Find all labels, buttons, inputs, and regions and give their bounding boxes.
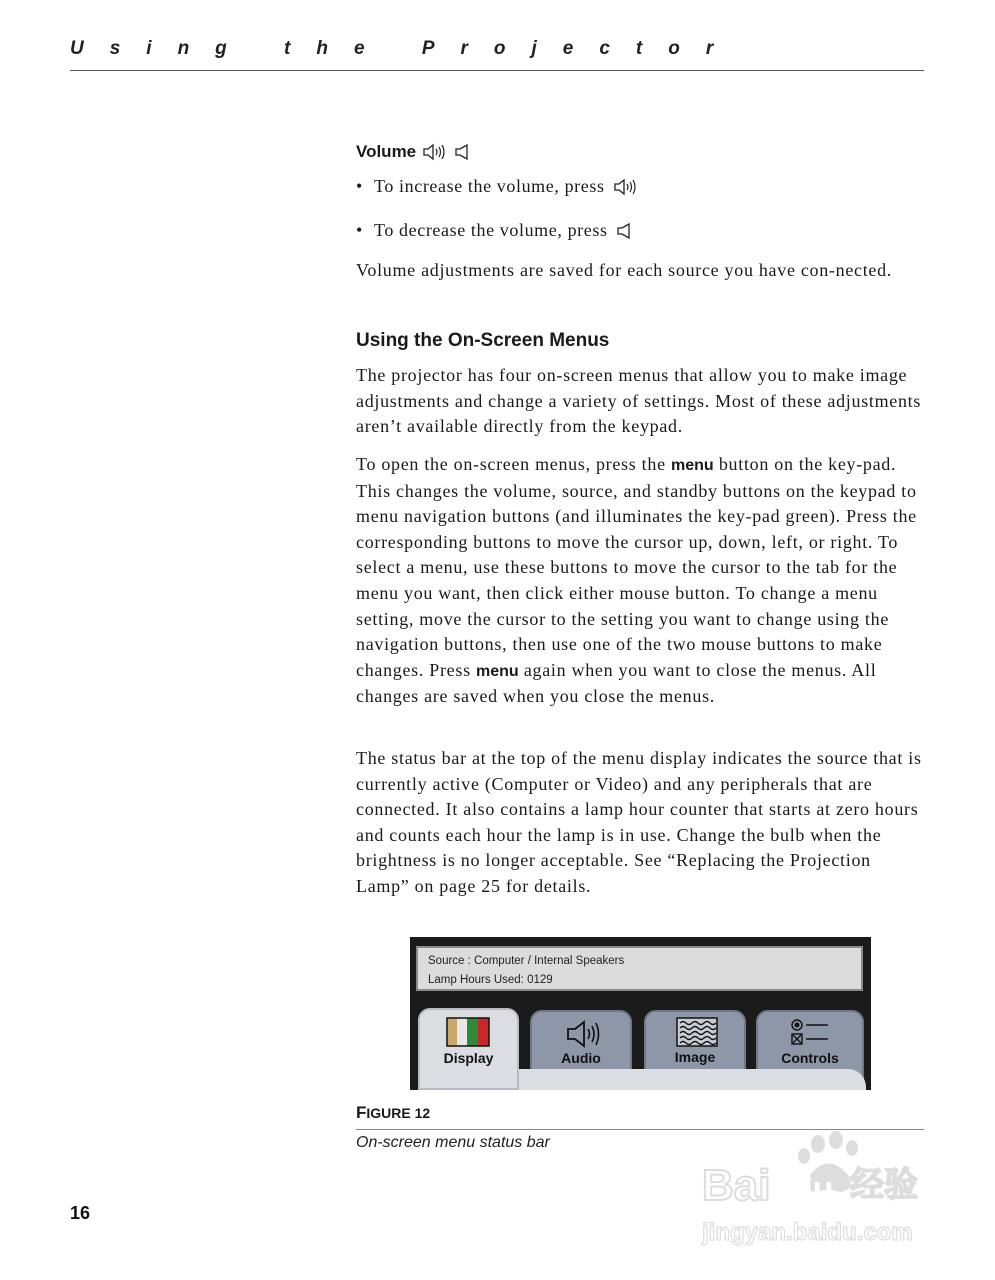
bullet-increase-text: To increase the volume, press bbox=[374, 176, 605, 196]
svg-text:Bai: Bai bbox=[702, 1161, 771, 1210]
figure-number-rest: IGURE 12 bbox=[366, 1105, 431, 1121]
menus-paragraph-2 bbox=[356, 452, 926, 710]
speaker-icon bbox=[565, 1019, 603, 1049]
volume-down-icon bbox=[454, 142, 472, 162]
status-lamp-hours: Lamp Hours Used: 0129 bbox=[428, 974, 553, 986]
bullet-increase bbox=[356, 176, 926, 197]
status-source: Source : Computer / Internal Speakers bbox=[428, 955, 625, 967]
page-number: 16 bbox=[70, 1203, 91, 1223]
volume-note: Volume adjustments are saved for each source you have con-nected. bbox=[356, 260, 892, 280]
bullet-decrease bbox=[356, 220, 926, 241]
running-header: Using the Projector bbox=[70, 38, 740, 59]
para2-text-c: again when you want to close the menus. All changes are saved when you close the menus. bbox=[356, 659, 877, 707]
menu-figure bbox=[410, 937, 871, 1090]
para2-text-b: button on the key-pad. This changes the volume, source, and standby buttons on the keypad to menu navigation buttons (and illuminates the key-pad green). Press the corresponding buttons to move the cursor up, down, left, or right. To select a menu, use these buttons to move the cursor to the tab for the menu you want, then click either mouse button. To change a menu setting, move the cursor to the setting you want to change using the navigation buttons, then use one of the two mouse buttons to make changes. Press bbox=[356, 454, 917, 680]
tab-display-label: Display bbox=[443, 1050, 494, 1066]
figure-number-initial: F bbox=[356, 1103, 367, 1122]
tab-display[interactable] bbox=[418, 1008, 519, 1090]
volume-up-icon bbox=[422, 142, 448, 162]
controls-icon bbox=[790, 1017, 832, 1047]
figure-number bbox=[356, 1103, 926, 1123]
baidu-watermark-logo bbox=[700, 1130, 950, 1250]
bullet-dot-icon: • bbox=[356, 220, 363, 240]
image-pattern-icon bbox=[676, 1017, 718, 1047]
volume-up-icon bbox=[613, 177, 639, 197]
menu-keyword: menu bbox=[670, 457, 714, 474]
tab-controls-label: Controls bbox=[781, 1050, 839, 1066]
menus-paragraph-3: The status bar at the top of the menu display indicates the source that is currently active (Computer or Video) and any peripherals that are connected. It also contains a lamp hour counter that starts at zero hours and counts each hour the lamp is in use. Change the bulb when the brightness is no longer acceptable. See “Replacing the Projection Lamp” on page 25 for details. bbox=[356, 748, 922, 896]
menus-heading: Using the On-Screen Menus bbox=[356, 330, 610, 351]
header-rule bbox=[70, 70, 924, 71]
bullet-dot-icon: • bbox=[356, 176, 363, 196]
menu-keyword: menu bbox=[475, 662, 519, 680]
volume-heading bbox=[356, 142, 926, 162]
svg-text:经验: 经验 bbox=[850, 1165, 918, 1205]
color-bars-icon bbox=[446, 1017, 490, 1047]
volume-heading-text: Volume bbox=[356, 142, 417, 161]
tab-audio-label: Audio bbox=[561, 1050, 601, 1066]
menus-paragraph-1: The projector has four on-screen menus that allow you to make image adjustments and change a variety of settings. Most of these adjustments aren’t available directly from the keypad. bbox=[356, 365, 922, 437]
para2-text-a: To open the on-screen menus, press the bbox=[356, 454, 671, 474]
volume-down-icon bbox=[616, 221, 634, 241]
svg-text:jingyan.baidu.com: jingyan.baidu.com bbox=[702, 1219, 913, 1246]
bullet-decrease-text: To decrease the volume, press bbox=[374, 220, 608, 240]
tab-image-label: Image bbox=[674, 1049, 716, 1065]
figure-caption: On-screen menu status bar bbox=[356, 1134, 550, 1151]
svg-text:du: du bbox=[792, 1170, 834, 1208]
status-bar bbox=[416, 946, 863, 991]
